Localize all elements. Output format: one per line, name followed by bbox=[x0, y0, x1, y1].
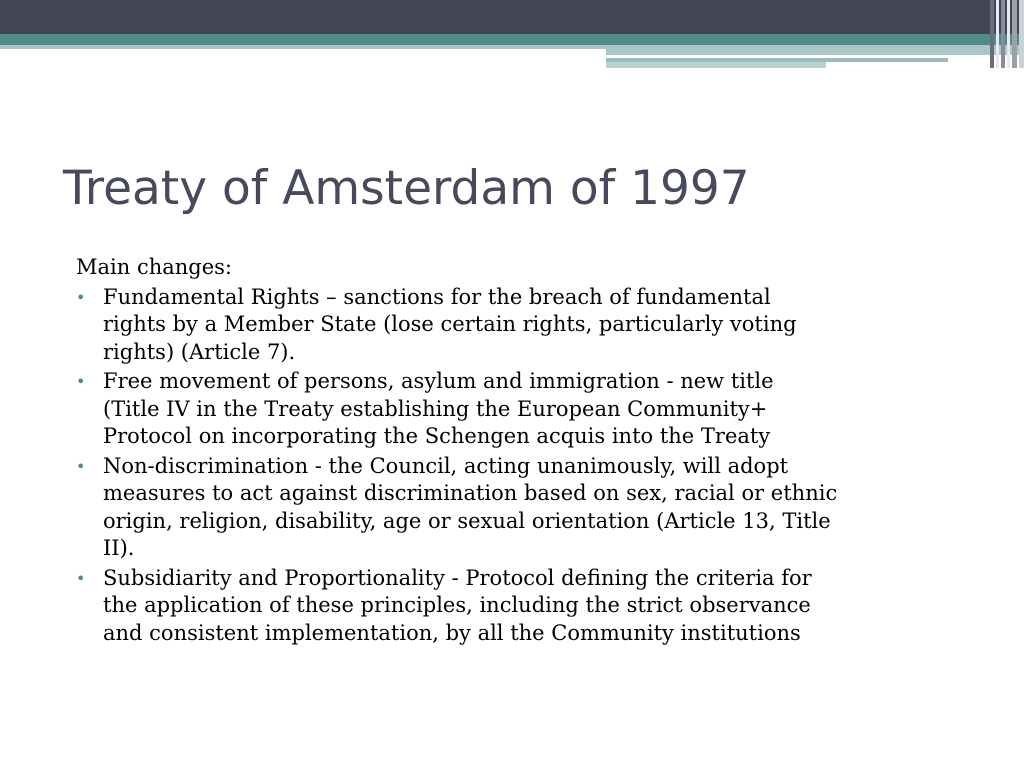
intro-text: Main changes: bbox=[76, 255, 232, 279]
header-stripe bbox=[1001, 0, 1005, 68]
bullet-line: origin, religion, disability, age or sexual orientation (Article 13, Title bbox=[103, 508, 831, 533]
bullet-line: measures to act against discrimination based on sex, racial or ethnic bbox=[103, 481, 838, 505]
bullet-line: the application of these principles, including the strict observance bbox=[103, 593, 811, 617]
bullet-line: rights) (Article 7). bbox=[103, 339, 296, 364]
header-right-stripes bbox=[990, 0, 1024, 68]
header-band-dark bbox=[0, 0, 1024, 34]
header-band-right-grey-line bbox=[606, 62, 826, 68]
bullet-item bbox=[76, 453, 976, 563]
bullet-dot-icon: • bbox=[76, 372, 86, 391]
header-stripe bbox=[996, 0, 999, 68]
slide-title: Treaty of Amsterdam of 1997 bbox=[63, 161, 750, 216]
header-band-right-block bbox=[606, 45, 1024, 55]
header-stripe bbox=[1007, 0, 1010, 68]
bullet-line: rights by a Member State (lose certain rights, particularly voting bbox=[103, 312, 797, 336]
bullet-dot-icon: • bbox=[76, 568, 86, 588]
bullet-line: Fundamental Rights – sanctions for the breach of fundamental bbox=[103, 284, 771, 309]
bullet-dot-icon: • bbox=[76, 287, 86, 307]
bullet-line: (Title IV in the Treaty establishing the European Community+ bbox=[103, 396, 768, 421]
bullet-line: Free movement of persons, asylum and immigration - new title bbox=[103, 369, 774, 393]
bullet-dot-icon: • bbox=[76, 456, 86, 476]
bullet-list bbox=[76, 284, 976, 648]
bullet-line: Non-discrimination - the Council, acting unanimously, will adopt bbox=[103, 453, 789, 478]
bullet-item bbox=[76, 368, 976, 451]
bullet-line: II). bbox=[103, 536, 135, 560]
bullet-line: and consistent implementation, by all the Community institutions bbox=[103, 620, 801, 645]
header-stripe bbox=[1012, 0, 1017, 68]
bullet-item bbox=[76, 565, 976, 648]
slide-content bbox=[76, 254, 976, 647]
header-band-light bbox=[0, 45, 606, 49]
header-stripe bbox=[1019, 0, 1024, 68]
header-stripe bbox=[990, 0, 994, 68]
bullet-line: Subsidiarity and Proportionality - Protocol defining the criteria for bbox=[103, 565, 812, 590]
bullet-line: Protocol on incorporating the Schengen acquis into the Treaty bbox=[103, 424, 771, 448]
header-band-teal bbox=[0, 34, 1024, 45]
bullet-item bbox=[76, 284, 976, 367]
